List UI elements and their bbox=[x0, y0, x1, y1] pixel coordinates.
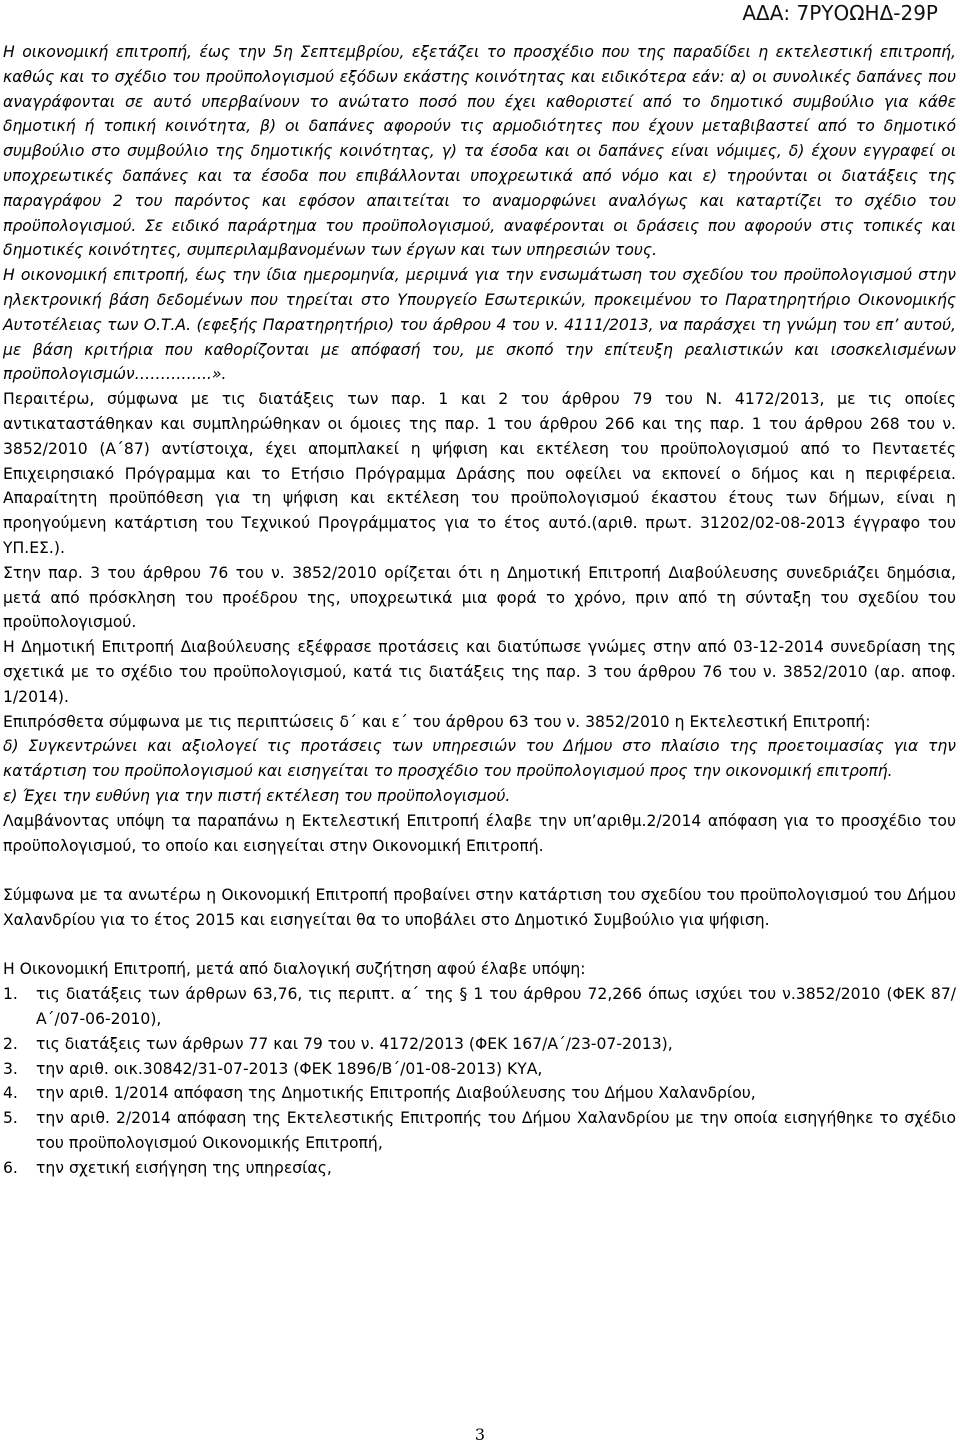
list-item bbox=[3, 1081, 956, 1106]
italic-paragraph-1: Η οικονομική επιτροπή, έως την 5η Σεπτεμβρίου, εξετάζει το προσχέδιο που της παραδίδει η εκτελεστική επιτροπή, καθώς και το σχέδιο του προϋπολογισμού εξόδων εκάστης κοινότητας και ειδικότερα εάν: α) οι συνολικές δαπάνες που αναγράφονται σε αυτό υπερβαίνουν το ανώτατο ποσό που έχει καθοριστεί από το δημοτικό συμβούλιο για κάθε δημοτική ή τοπική κοινότητα, β) οι δαπάνες αφορούν τις αρμοδιότητες που έχουν μεταβιβαστεί από το δημοτικό συμβούλιο στο συμβούλιο της δημοτικής κοινότητας, γ) τα έσοδα και οι δαπάνες είναι νόμιμες, δ) έχουν εγγραφεί οι υποχρεωτικές δαπάνες και τα έσοδα που επιβάλλονται υποχρεωτικά από νόμο και ε) τηρούνται οι διατάξεις της παραγράφου 2 του παρόντος και εφόσον απαιτείται το αναμορφώνει αναλόγως και καταρτίζει το σχέδιο του προϋπολογισμού. Σε ειδικό παράρτημα του προϋπολογισμού, αναφέρονται οι δράσεις που αφορούν στις τοπικές και δημοτικές κοινότητες, συμπεριλαμβανομένων των έργων και των υπηρεσιών τους. bbox=[3, 43, 956, 260]
list-item bbox=[3, 1156, 956, 1181]
list-item bbox=[3, 1057, 956, 1082]
paragraph-7: Λαμβάνοντας υπόψη τα παραπάνω η Εκτελεστική Επιτροπή έλαβε την υπ’αριθμ.2/2014 απόφαση για το προσχέδιο του προϋπολογισμού, το οποίο και εισηγείται στην Οικονομική Επιτροπή. bbox=[3, 811, 956, 855]
italic-item-e: ε) Έχει την ευθύνη για την πιστή εκτέλεση του προϋπολογισμού. bbox=[3, 786, 511, 805]
list-item-number: 5. bbox=[3, 1109, 18, 1128]
paragraph-4: Στην παρ. 3 του άρθρου 76 του ν. 3852/2010 ορίζεται ότι η Δημοτική Επιτροπή Διαβούλευσης συνεδριάζει δημόσια, μετά από πρόσκληση του προέδρου της, υποχρεωτικά μια φορά το χρόνο, πριν από τη σύνταξη του σχεδίου του προϋπολογισμού. bbox=[3, 563, 956, 632]
list-item-number: 4. bbox=[3, 1084, 18, 1103]
spacer bbox=[3, 858, 956, 883]
paragraph-6: Επιπρόσθετα σύμφωνα με τις περιπτώσεις δ΄ και ε΄ του άρθρου 63 του ν. 3852/2010 η Εκτελεστική Επιτροπή: bbox=[3, 712, 871, 731]
list-item-number: 1. bbox=[3, 985, 18, 1004]
italic-item-d: δ) Συγκεντρώνει και αξιολογεί τις προτάσεις των υπηρεσιών του Δήμου στο πλαίσιο της προετοιμασίας για την κατάρτιση του προϋπολογισμού και εισηγείται το προσχέδιο του προϋπολογισμού προς την οικονομική επιτροπή. bbox=[3, 737, 956, 781]
list-item-number: 6. bbox=[3, 1158, 18, 1177]
list-item-number: 3. bbox=[3, 1059, 18, 1078]
document-body bbox=[3, 40, 956, 1181]
list-item-text: τις διατάξεις των άρθρων 77 και 79 του ν. 4172/2013 (ΦΕΚ 167/Α΄/23-07-2013), bbox=[36, 1034, 673, 1053]
list-item-text: τις διατάξεις των άρθρων 63,76, τις περιπτ. α΄ της § 1 του άρθρου 72,266 όπως ισχύει του ν.3852/2010 (ΦΕΚ 87/Α΄/07-06-2010), bbox=[36, 985, 956, 1029]
list-item-text: την σχετική εισήγηση της υπηρεσίας, bbox=[36, 1158, 332, 1177]
paragraph-8: Σύμφωνα με τα ανωτέρω η Οικονομική Επιτροπή προβαίνει στην κατάρτιση του σχεδίου του προϋπολογισμού του Δήμου Χαλανδρίου για το έτος 2015 και εισηγείται θα το υποβάλει στο Δημοτικό Συμβούλιο για ψήφιση. bbox=[3, 886, 956, 929]
paragraph-9: Η Οικονομική Επιτροπή, μετά από διαλογική συζήτηση αφού έλαβε υπόψη: bbox=[3, 960, 586, 979]
list-item bbox=[3, 982, 956, 1032]
page-number: 3 bbox=[474, 1425, 486, 1444]
list-item-text: την αριθ. οικ.30842/31-07-2013 (ΦΕΚ 1896/Β΄/01-08-2013) ΚΥΑ, bbox=[36, 1059, 543, 1078]
italic-paragraph-2: Η οικονομική επιτροπή, έως την ίδια ημερομηνία, μεριμνά για την ενσωμάτωση του σχεδίου του προϋπολογισμού στην ηλεκτρονική βάση δεδομένων που τηρείται στο Υπουργείο Εσωτερικών, προκειμένου το Παρατηρητήριο Οικονομικής Αυτοτέλειας των Ο.Τ.Α. (εφεξής Παρατηρητήριο) του άρθρου 4 του ν. 4111/2013, να παράσχει τη γνώμη του επ’ αυτού, με βάση κριτήρια που καθορίζονται με απόφασή του, με σκοπό την επίτευξη ρεαλιστικών και ισοσκελισμένων προϋπολογισμών…………...». bbox=[3, 266, 956, 384]
list-item-text: την αριθ. 2/2014 απόφαση της Εκτελεστικής Επιτροπής του Δήμου Χαλανδρίου με την οποία εισηγήθηκε το σχέδιο του προϋπολογισμού Οικονομικής Επιτροπή, bbox=[36, 1109, 956, 1153]
list-item bbox=[3, 1106, 956, 1156]
ada-code: ΑΔΑ: 7ΡΥΟΩΗΔ-29Ρ bbox=[742, 1, 938, 25]
list-item bbox=[3, 1032, 956, 1057]
list-item-text: την αριθ. 1/2014 απόφαση της Δημοτικής Επιτροπής Διαβούλευσης του Δήμου Χαλανδρίου, bbox=[36, 1084, 756, 1103]
spacer bbox=[3, 933, 956, 958]
considerations-list bbox=[3, 982, 956, 1180]
list-item-number: 2. bbox=[3, 1034, 18, 1053]
paragraph-3: Περαιτέρω, σύμφωνα με τις διατάξεις των παρ. 1 και 2 του άρθρου 79 του Ν. 4172/2013, με τις οποίες αντικαταστάθηκαν και συμπληρώθηκαν οι όμοιες της παρ. 1 του άρθρου 266 και της παρ. 1 του άρθρου 268 του ν. 3852/2010 (Α΄87) αντίστοιχα, έχει απομπλακεί η ψήφιση και εκτέλεση του προϋπολογισμού από το Πενταετές Επιχειρησιακό Πρόγραμμα και το Ετήσιο Πρόγραμμα Δράσης που οφείλει να εκπονεί ο δήμος και η περιφέρεια. Απαραίτητη προϋπόθεση για τη ψήφιση και εκτέλεση του προϋπολογισμού έκαστου έτους των δήμων, είναι η προηγούμενη κατάρτιση του Τεχνικού Προγράμματος για το έτος αυτό.(αριθ. πρωτ. 31202/02-08-2013 έγγραφο του ΥΠ.ΕΣ.). bbox=[3, 390, 956, 557]
paragraph-5: Η Δημοτική Επιτροπή Διαβούλευσης εξέφρασε προτάσεις και διατύπωσε γνώμες στην από 03-12-2014 συνεδρίαση της σχετικά με το σχέδιο του προϋπολογισμού, κατά τις διατάξεις της παρ. 3 του άρθρου 76 του ν. 3852/2010 (αρ. αποφ. 1/2014). bbox=[3, 638, 956, 706]
